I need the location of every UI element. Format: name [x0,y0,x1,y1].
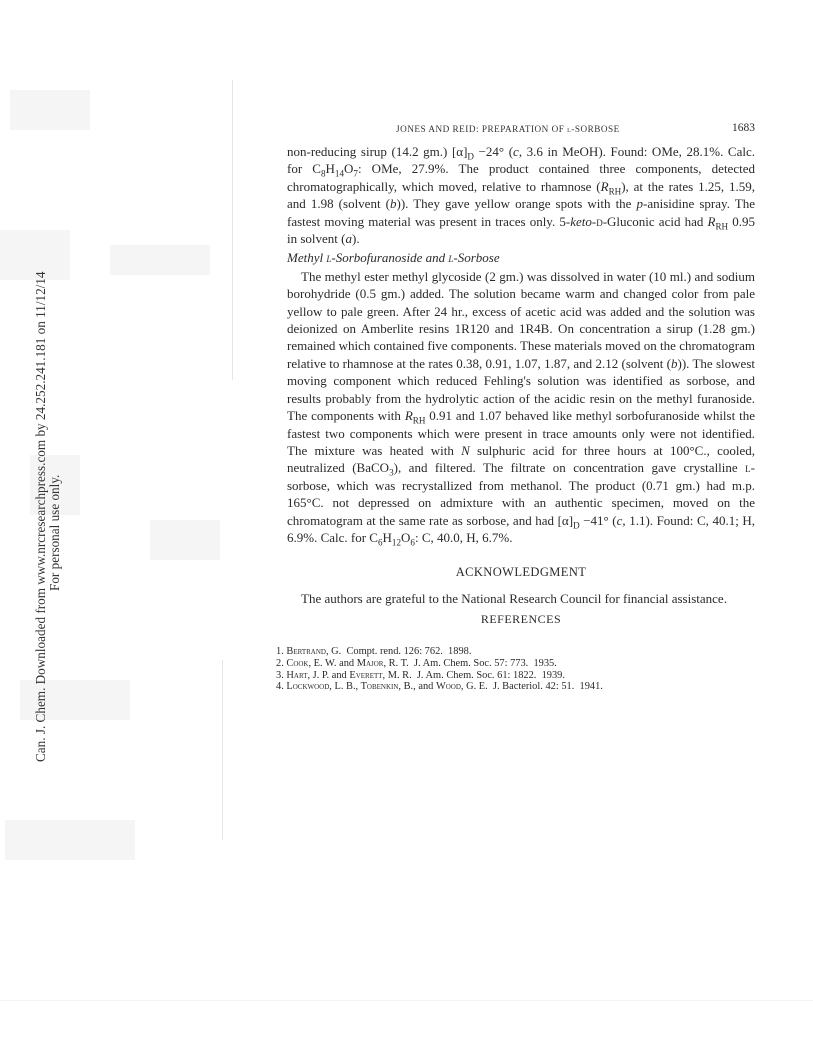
acknowledgment-text: The authors are grateful to the National Research Council for financial assistance. [301,590,727,606]
reference-item: 3. Hart, J. P. and Everett, M. R. J. Am. Chem. Soc. 61: 1822. 1939. [276,669,565,681]
subsection-heading: Methyl l-Sorbofuranoside and l-Sorbose [287,250,500,266]
page-number: 1683 [732,122,755,134]
acknowledgment-heading: ACKNOWLEDGMENT [455,565,587,580]
paragraph-1: non-reducing sirup (14.2 gm.) $[\alpha]_D -24^\circ$ (c, 3.6 in MeOH). Found: OMe, 28.1%. Calc. for $C_8H_{14}O_7$: OMe, 27.9%. The product contained three components, detected chromatographically, which moved, relative to rhamnose $(R_{RH})$, at the rates 1.25, 1.59, and 1.98 (solvent (b)). They gave yellow orange spots with the p-anisidine spray. The fastest moving material was present in traces only. 5-keto-d-Gluconic acid had $R_{RH}$ 0.95 in solvent (a). [287,144,756,247]
paragraph-2: The methyl ester methyl glycoside (2 gm.) was dissolved in water (10 ml.) and sodium borohydride (0.5 gm.) added. The solution became warm and changed color from pale yellow to pale green. After 24 hr., excess of acetic acid was added and the solution was deionized on Amberlite resins 1R120 and 1R4B. On concentration a sirup (1.28 gm.) remained which contained five components. These materials moved on the chromatogram relative to rhamnose at the rates 0.38, 0.91, 1.07, 1.87, and 2.12 (solvent (b)). The slowest moving component which reduced Fehling's solution was identified as sorbose, and results probably from the hydrolytic action of the acidic resin on the methyl furanoside. The components with $R_{RH}$ 0.91 and 1.07 behaved like methyl sorbofuranoside whilst the fastest two components which were present in trace amounts only were not identified. The mixture was heated with N sulphuric acid for three hours at 100°C., cooled, neutralized (BaCO$_3$), and filtered. The filtrate on concentration gave crystalline l-sorbose, which was recrystallized from methanol. The product (0.71 gm.) had m.p. 165°C. not depressed on admixture with an authentic specimen, moved on the chromatogram at the same rate as sorbose, and had $[\alpha]_D -41^\circ$ (c, 1.1). Found: C, 40.1; H, 6.9%. Calc. for $C_6H_{12}O_6$: C, 40.0, H, 6.7%. [287,268,756,548]
reference-item: 4. Lockwood, L. B., Tobenkin, B., and Wood, G. E. J. Bacteriol. 42: 51. 1941. [276,681,603,693]
download-notice [34,271,62,762]
scan-edge [0,1000,813,1001]
article-body [287,143,755,631]
download-notice-line2: For personal use only. [47,474,62,591]
references-heading: REFERENCES [480,612,562,627]
reference-item: 2. Cook, E. W. and Major, R. T. J. Am. Chem. Soc. 57: 773. 1935. [276,657,557,669]
reference-item: 1. Bertrand, G. Compt. rend. 126: 762. 1898. [276,646,472,657]
reference-list [276,646,776,693]
download-notice-line1: Can. J. Chem. Downloaded from www.nrcresearchpress.com by 24.252.241.181 on 11/12/14 [33,271,48,762]
running-title: JONES AND REID: PREPARATION OF l-SORBOSE [396,124,620,134]
